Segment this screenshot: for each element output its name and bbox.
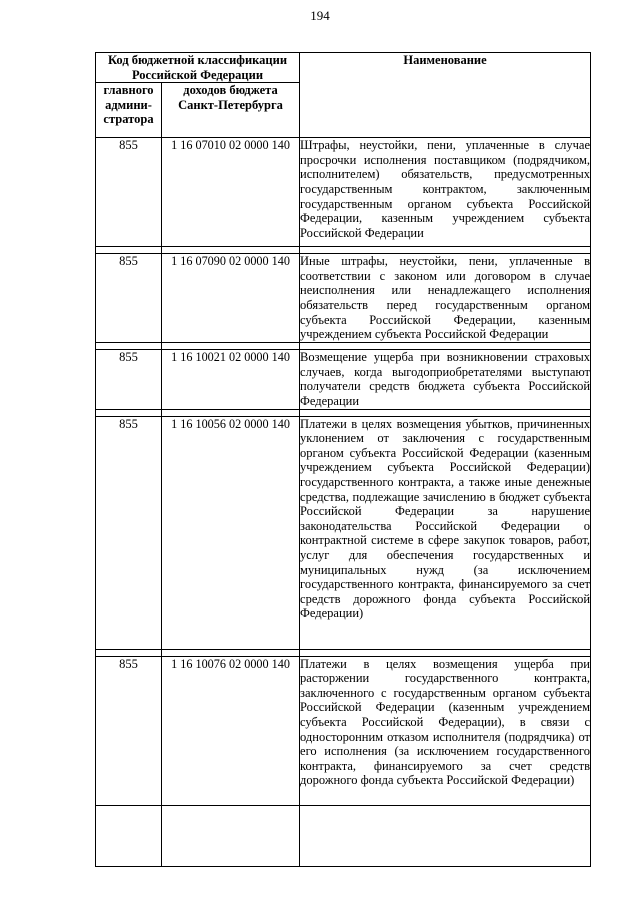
table-row (96, 138, 591, 247)
income-code-cell: 1 16 07090 02 0000 140 (162, 254, 300, 343)
admin-code-cell: 855 (96, 656, 162, 805)
spacer-row (96, 649, 591, 656)
spacer-row (96, 805, 591, 866)
admin-code-cell: 855 (96, 138, 162, 247)
table-row (96, 416, 591, 649)
header-admin: главного админи-стратора (96, 83, 162, 138)
spacer-row (96, 343, 591, 350)
table-row (96, 254, 591, 343)
admin-code-cell: 855 (96, 350, 162, 409)
page-number: 194 (310, 8, 330, 23)
name-cell: Платежи в целях возмещения ущерба при расторжении государственного контракта, заключенного с государственным органом субъекта Российской Федерации (казенным учреждением субъекта Российской Федерации), в связи с односторонним отказом исполнителя (подрядчика) от его исполнения (за исключением государственного контракта, финансируемого за счет средств дорожного фонда субъекта Российской Федерации) (300, 656, 591, 805)
admin-code-cell: 855 (96, 254, 162, 343)
table-row (96, 350, 591, 409)
header-code-group: Код бюджетной классификации Российской Федерации (96, 53, 300, 83)
admin-code-cell: 855 (96, 416, 162, 649)
header-name: Наименование (300, 53, 591, 138)
budget-classification-table (95, 52, 591, 867)
income-code-cell: 1 16 10076 02 0000 140 (162, 656, 300, 805)
table-row (96, 656, 591, 805)
name-cell: Иные штрафы, неустойки, пени, уплаченные в соответствии с законом или договором в случае неисполнения или ненадлежащего исполнения обязательств перед государственным органом субъекта Российской Федерации, казенным учреждением субъекта Российской Федерации (300, 254, 591, 342)
spacer-row (96, 247, 591, 254)
name-cell: Платежи в целях возмещения убытков, причиненных уклонением от заключения с государственным органом субъекта Российской Федерации (казенным учреждением субъекта Российской Федерации) государственного контракта, а также иные денежные средства, подлежащие зачислению в бюджет субъекта Российской Федерации за нарушение законодательства Российской Федерации о контрактной системе в сфере закупок товаров, работ, услуг для обеспечения государственных и муниципальных нужд (за исключением государственного контракта, финансируемого за счет средств дорожного фонда субъекта Российской Федерации) (300, 416, 591, 649)
name-cell: Возмещение ущерба при возникновении страховых случаев, когда выгодоприобретателями выступают получатели средств бюджета субъекта Российской Федерации (300, 350, 591, 408)
income-code-cell: 1 16 10056 02 0000 140 (162, 416, 300, 649)
income-code-cell: 1 16 07010 02 0000 140 (162, 138, 300, 247)
spacer-row (96, 409, 591, 416)
income-code-cell: 1 16 10021 02 0000 140 (162, 350, 300, 409)
header-income: доходов бюджета Санкт-Петербурга (162, 83, 300, 138)
name-cell: Штрафы, неустойки, пени, уплаченные в случае просрочки исполнения поставщиком (подрядчиком, исполнителем) обязательств, предусмотренных государственным контрактом, заключенным государственным органом субъекта Российской Федерации, казенным учреждением субъекта Российской Федерации (300, 138, 591, 247)
